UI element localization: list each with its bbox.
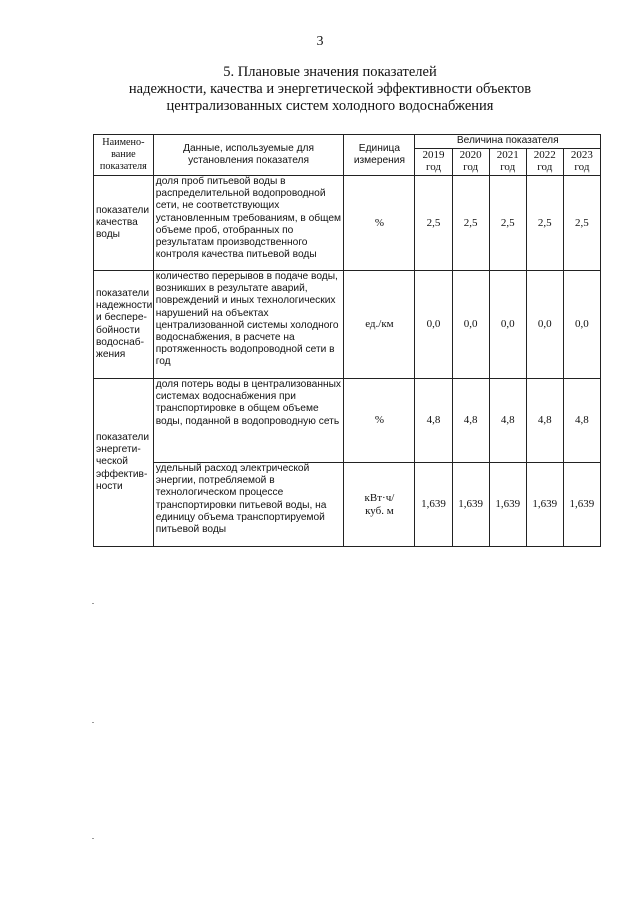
row-unit: % [344,176,415,271]
row-value: 2,5 [415,176,452,271]
header-year: 2021 год [489,149,526,176]
header-unit: Единица измерения [344,135,415,176]
indicators-table [93,134,601,547]
row-unit: кВт·ч/ куб. м [344,463,415,547]
header-name: Наимено- вание показателя [94,135,154,176]
row-name: показатели качества воды [94,176,154,271]
title-line-3: централизованных систем холодного водоснабжения [166,98,494,114]
row-value: 0,0 [563,271,600,379]
row-value: 0,0 [526,271,563,379]
row-name: показатели энергети- ческой эффектив- ности [94,379,154,547]
title-line-2: надежности, качества и энергетической эффективности объектов [128,81,532,97]
row-value: 4,8 [489,379,526,463]
row-data: доля проб питьевой воды в распределительной водопроводной сети, не соответствующих установленным требованиям, в общем объеме проб, отобранных по результатам производственного контроля качества питьевой воды [153,176,344,271]
header-year: 2020 год [452,149,489,176]
table-row [94,271,601,379]
header-year: 2019 год [415,149,452,176]
row-unit: % [344,379,415,463]
table-row [94,463,601,547]
row-name: показатели надежности и беспере- бойности водоснаб- жения [94,271,154,379]
table-row [94,379,601,463]
row-value: 2,5 [489,176,526,271]
row-value: 2,5 [563,176,600,271]
row-value: 0,0 [415,271,452,379]
row-value: 1,639 [563,463,600,547]
row-value: 0,0 [489,271,526,379]
page-number: 3 [316,34,324,49]
section-title [80,64,580,115]
row-value: 2,5 [452,176,489,271]
margin-mark [92,722,94,723]
header-year: 2023 год [563,149,600,176]
row-data: удельный расход электрической энергии, потребляемой в технологическом процессе транспортировки питьевой воды, на единицу объема транспортируемой питьевой воды [153,463,344,547]
row-value: 1,639 [452,463,489,547]
margin-mark [92,838,94,839]
row-value: 1,639 [489,463,526,547]
row-value: 4,8 [415,379,452,463]
margin-mark [92,603,94,604]
title-line-1: 5. Плановые значения показателей [223,64,437,80]
row-data: доля потерь воды в централизованных системах водоснабжения при транспортировке в общем объеме воды, поданной в водопроводную сеть [153,379,344,463]
header-year: 2022 год [526,149,563,176]
row-value: 0,0 [452,271,489,379]
header-value: Величина показателя [415,135,601,149]
row-unit: ед./км [344,271,415,379]
row-value: 4,8 [526,379,563,463]
row-value: 1,639 [526,463,563,547]
table-row [94,176,601,271]
row-data: количество перерывов в подаче воды, возникших в результате аварий, повреждений и иных технологических нарушений на объектах централизованной системы холодного водоснабжения, в расчете на протяженность водопроводной сети в год [153,271,344,379]
row-value: 4,8 [563,379,600,463]
header-data: Данные, используемые для установления показателя [153,135,344,176]
row-value: 4,8 [452,379,489,463]
row-value: 2,5 [526,176,563,271]
row-value: 1,639 [415,463,452,547]
